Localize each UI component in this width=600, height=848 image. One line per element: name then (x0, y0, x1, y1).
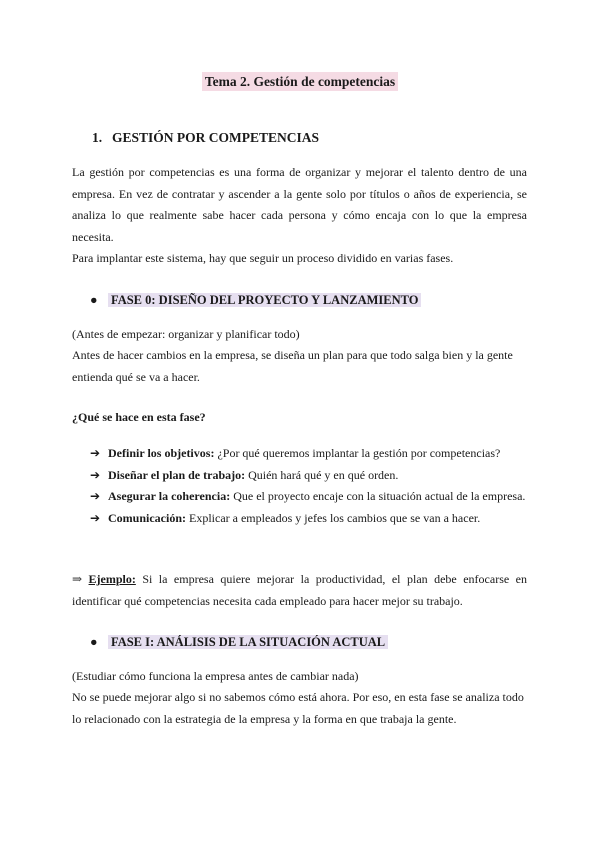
arrow-icon: ➔ (90, 467, 101, 482)
section-heading-text: GESTIÓN POR COMPETENCIAS (112, 130, 320, 145)
example-label: Ejemplo: (88, 572, 136, 586)
example-text: Si la empresa quiere mejorar la productividad, el plan debe enfocarse en identificar qué competencias necesita cada empleado para hacer mejor su trabajo. (72, 572, 527, 608)
section-heading (92, 130, 319, 146)
document-title: Tema 2. Gestión de competencias (202, 72, 398, 91)
list-item (90, 465, 527, 487)
intro-line-2: Para implantar este sistema, hay que seguir un proceso dividido en varias fases. (72, 251, 454, 265)
phase0-text: Antes de hacer cambios en la empresa, se diseña un plan para que todo salga bien y la gente entienda qué se va a hacer. (72, 348, 513, 384)
list-item-text: Que el proyecto encaje con la situación actual de la empresa. (230, 489, 526, 503)
phase0-note: (Antes de empezar: organizar y planificar todo) (72, 327, 300, 341)
arrow-icon: ➔ (90, 446, 101, 460)
title-container (0, 72, 600, 91)
phase1-note: (Estudiar cómo funciona la empresa antes de cambiar nada) (72, 669, 359, 683)
phase1-text: No se puede mejorar algo si no sabemos cómo está ahora. Por eso, en esta fase se analiza todo lo relacionado con la estrategia de la empresa y la forma en que trabaja la gente. (72, 690, 524, 726)
section-number: 1. (92, 130, 103, 145)
bullet-icon: ● (90, 293, 98, 307)
phase0-example (72, 569, 527, 612)
list-item-text: Quién hará qué y en qué orden. (245, 467, 399, 482)
double-arrow-icon: ⇒ (72, 572, 83, 586)
intro-paragraph: La gestión por competencias es una forma de organizar y mejorar el talento dentro de una empresa. En vez de contratar y ascender a la gente solo por títulos o años de experiencia, se analiza lo que realmente sabe hacer cada persona y cómo encaja con lo que la empresa necesita. (72, 165, 527, 244)
list-item-label: Comunicación: (108, 510, 186, 525)
phase1-heading (90, 633, 388, 651)
list-item (90, 443, 527, 465)
list-item-text: Explicar a empleados y jefes los cambios que se van a hacer. (186, 510, 481, 525)
phase0-list (90, 443, 527, 529)
list-item (90, 508, 527, 530)
list-item-label: Diseñar el plan de trabajo: (108, 467, 246, 482)
arrow-icon: ➔ (90, 510, 101, 525)
list-item-label: Definir los objetivos: (108, 446, 215, 460)
list-item-label: Asegurar la coherencia: (108, 489, 231, 503)
phase0-heading (90, 291, 421, 309)
phase1-heading-text: FASE I: ANÁLISIS DE LA SITUACIÓN ACTUAL (108, 635, 388, 649)
phase0-question: ¿Qué se hace en esta fase? (72, 410, 206, 424)
list-item (90, 486, 527, 508)
arrow-icon: ➔ (90, 489, 101, 503)
phase0-heading-text: FASE 0: DISEÑO DEL PROYECTO Y LANZAMIENTO (108, 293, 421, 307)
list-item-text: ¿Por qué queremos implantar la gestión por competencias? (214, 446, 501, 460)
bullet-icon: ● (90, 635, 98, 649)
